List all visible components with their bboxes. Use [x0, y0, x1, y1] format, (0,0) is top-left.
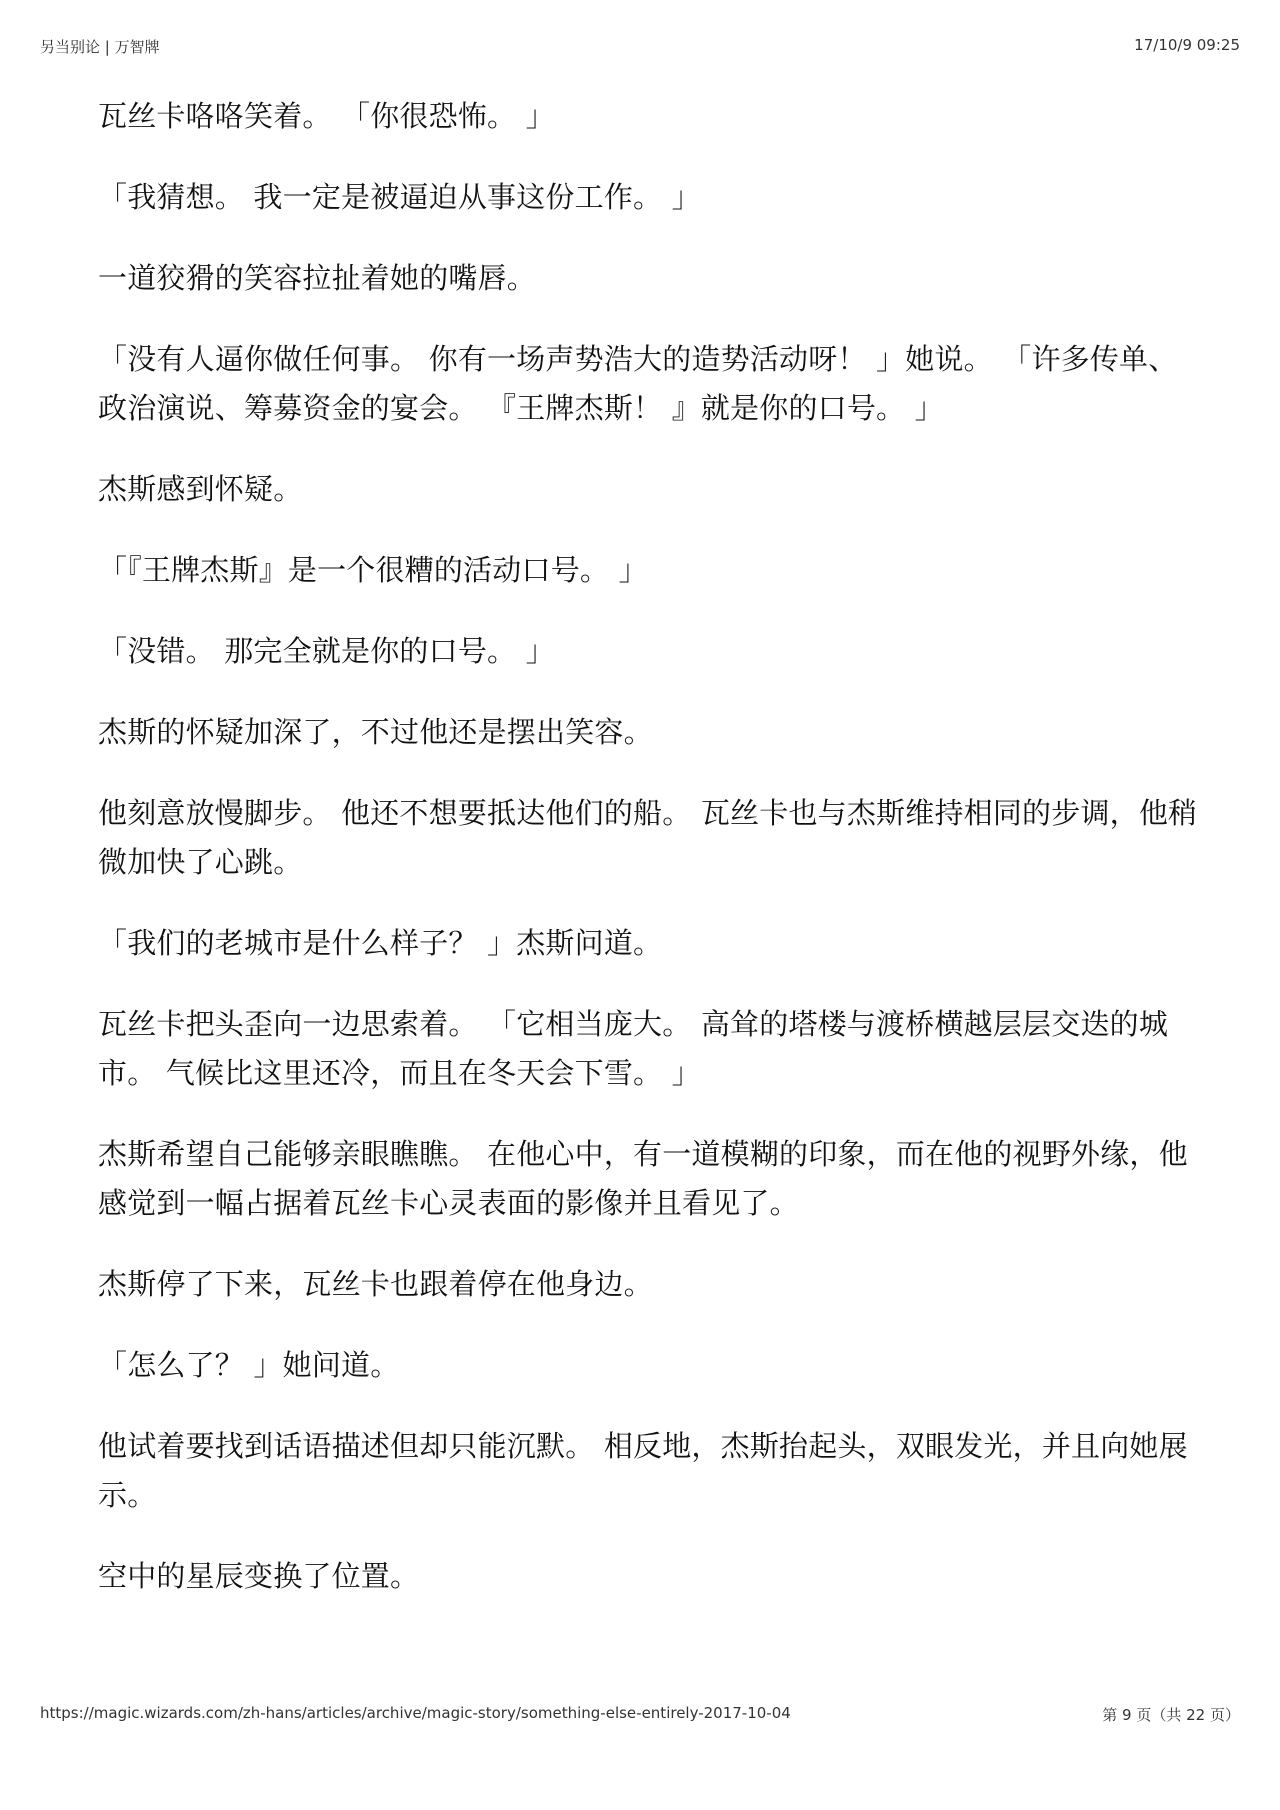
paragraph: 他试着要找到话语描述但却只能沉默。 相反地，杰斯抬起头，双眼发光，并且向她展示。 [98, 1429, 1188, 1512]
paragraph: 「怎么了？ 」她问道。 [98, 1348, 400, 1382]
paragraph: 「没有人逼你做任何事。 你有一场声势浩大的造势活动呀！ 」她说。 「许多传单、政治演说、筹募资金的宴会。 『王牌杰斯！ 』就是你的口号。 」 [98, 342, 1178, 425]
paragraph: 「没错。 那完全就是你的口号。 」 [98, 634, 555, 668]
paragraph: 杰斯希望自己能够亲眼瞧瞧。 在他心中，有一道模糊的印象，而在他的视野外缘，他感觉到一幅占据着瓦丝卡心灵表面的影像并且看见了。 [98, 1137, 1188, 1220]
page-footer-url[interactable]: https://magic.wizards.com/zh-hans/articles/archive/magic-story/something-else-entirely-2017-10-04 [40, 1704, 791, 1722]
page-footer-page-number: 第 9 页（共 22 页） [1102, 1706, 1240, 1724]
paragraph: 「『王牌杰斯』是一个很糟的活动口号。 」 [98, 553, 648, 587]
paragraph: 空中的星辰变换了位置。 [98, 1559, 420, 1593]
page-header-datetime: 17/10/9 09:25 [1134, 36, 1240, 54]
paragraph: 杰斯感到怀疑。 [98, 472, 303, 506]
page-header-title: 另当别论 | 万智牌 [40, 38, 160, 56]
paragraph: 杰斯停了下来，瓦丝卡也跟着停在他身边。 [98, 1267, 653, 1301]
paragraph: 杰斯的怀疑加深了，不过他还是摆出笑容。 [98, 715, 653, 749]
paragraph: 瓦丝卡咯咯笑着。 「你很恐怖。 」 [98, 99, 555, 133]
paragraph: 他刻意放慢脚步。 他还不想要抵达他们的船。 瓦丝卡也与杰斯维持相同的步调，他稍微加快了心跳。 [98, 796, 1198, 879]
paragraph: 「我猜想。 我一定是被逼迫从事这份工作。 」 [98, 180, 701, 214]
paragraph: 「我们的老城市是什么样子？ 」杰斯问道。 [98, 926, 663, 960]
paragraph: 一道狡猾的笑容拉扯着她的嘴唇。 [98, 261, 537, 295]
paragraph: 瓦丝卡把头歪向一边思索着。 「它相当庞大。 高耸的塔楼与渡桥横越层层交迭的城市。 气候比这里还冷，而且在冬天会下雪。 」 [98, 1007, 1169, 1090]
article-body [98, 92, 1198, 1633]
